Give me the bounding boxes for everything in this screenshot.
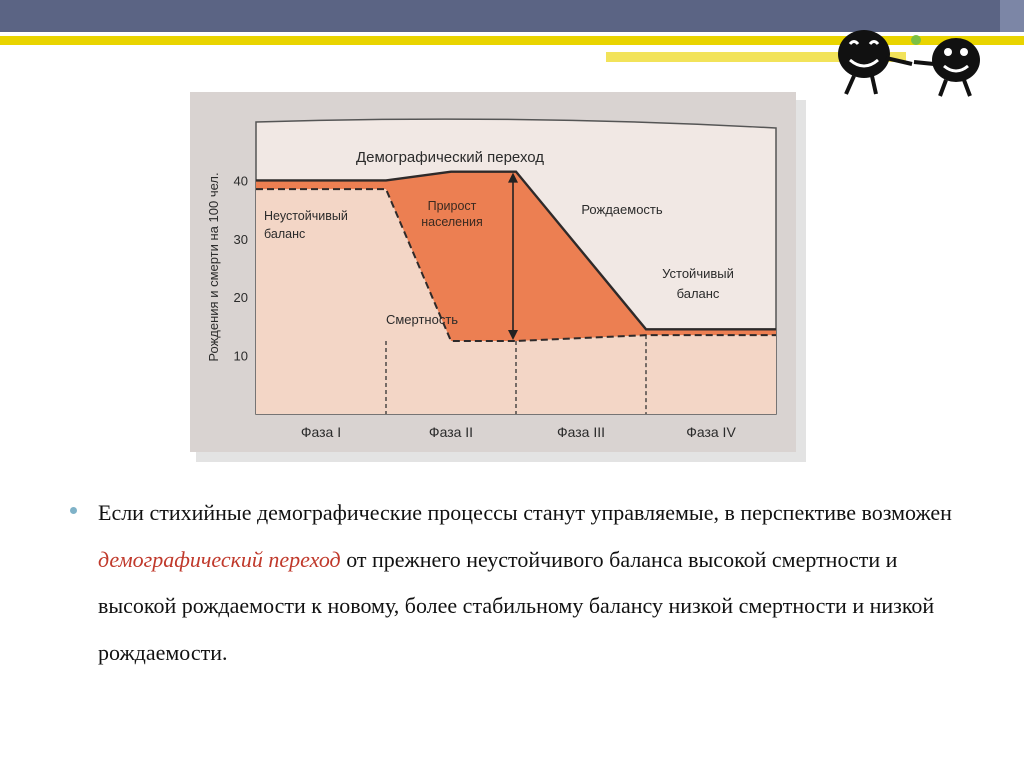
highlight-term: демографический переход (98, 546, 341, 572)
phase-label: Фаза II (428, 424, 474, 440)
demographic-transition-chart (190, 92, 806, 462)
chart-title: Демографический переход (355, 149, 545, 166)
annotation-stable-balance: Устойчивый баланс (662, 266, 734, 301)
series-label-birth: Рождаемость (581, 202, 663, 217)
series-label-death: Смертность (385, 312, 459, 327)
y-axis-label: Рождения и смерти на 100 чел. (206, 172, 221, 362)
bullet-icon (70, 507, 77, 514)
phase-label: Фаза III (556, 424, 606, 440)
annotation-growth: Прирост населения (421, 199, 483, 229)
body-text-1: Если стихийные демографические процессы станут управляемые, в перспективе возможен (98, 500, 952, 525)
phase-label: Фаза IV (686, 424, 736, 440)
body-paragraph (98, 490, 978, 676)
y-tick-label: 40 (233, 173, 248, 189)
header-bar-edge (1000, 0, 1024, 32)
phase-label: Фаза I (300, 424, 342, 440)
body-text-2: от прежнего неустойчивого баланса высокой смертности и высокой рождаемости к новому, более стабильному балансу низкой смертности и низкой рождаемости. (98, 546, 935, 665)
y-tick-label: 30 (233, 231, 248, 247)
smiley-mascots-icon (828, 20, 998, 100)
y-tick-label: 10 (233, 348, 248, 364)
y-tick-label: 20 (233, 290, 248, 306)
annotation-unstable-balance: Неустойчивый баланс (264, 209, 348, 241)
